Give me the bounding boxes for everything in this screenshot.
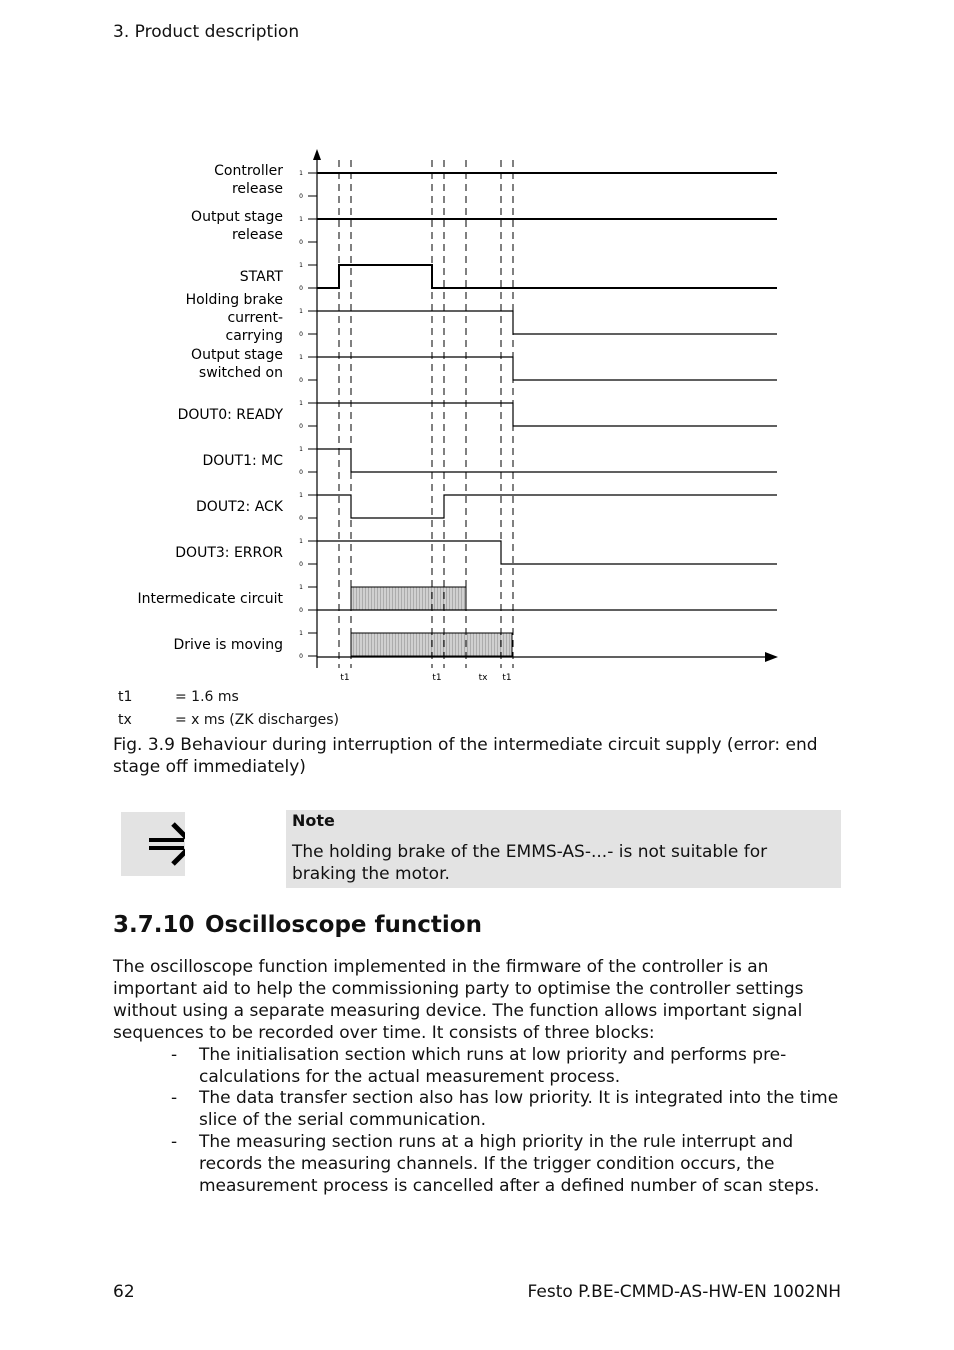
time-label: t1 xyxy=(432,673,442,683)
signal-label-line: current- xyxy=(227,310,283,326)
level-label: 1 xyxy=(299,492,303,499)
signal-label xyxy=(175,545,283,561)
signal-label xyxy=(191,347,283,381)
signal-label-line: Output stage xyxy=(191,209,283,225)
body-paragraph: The oscilloscope function implemented in the firmware of the controller is an important aid to help the commissioning party to optimise the controller settings without using a separate measuring device. The function allows important signal sequences to be recorded over time. It consists of three blocks: xyxy=(113,957,804,1043)
level-label: 1 xyxy=(299,400,303,407)
level-label: 1 xyxy=(299,170,303,177)
signal-label-line: carrying xyxy=(225,328,283,344)
level-label: 0 xyxy=(299,423,303,430)
signal-label-line: Drive is moving xyxy=(173,637,283,653)
level-label: 0 xyxy=(299,469,303,476)
arrow-right-icon xyxy=(121,812,185,876)
signal-label xyxy=(191,209,283,243)
page-header: 3. Product description xyxy=(113,22,300,42)
signal-label xyxy=(196,499,284,515)
signal-waveform xyxy=(317,449,777,472)
signal-label xyxy=(138,591,284,607)
signal-waveform xyxy=(317,403,777,426)
signal-label-line: START xyxy=(239,269,283,285)
timing-diagram xyxy=(110,140,790,700)
signal-waveform xyxy=(317,541,777,564)
list-item-text: The measuring section runs at a high priority in the rule interrupt and records the measuring channels. If the trigger condition occurs, the measurement process is cancelled after a defined number of scan steps. xyxy=(199,1132,820,1196)
list-item-text: The initialisation section which runs at low priority and performs pre-calculations for the actual measurement process. xyxy=(199,1045,787,1087)
level-label: 1 xyxy=(299,446,303,453)
signal-label xyxy=(214,163,283,197)
bullet-dash: - xyxy=(171,1088,178,1108)
bullet-dash: - xyxy=(171,1045,178,1065)
level-label: 1 xyxy=(299,630,303,637)
signal-label xyxy=(178,407,284,423)
signal-label-line: switched on xyxy=(198,365,283,381)
level-label: 1 xyxy=(299,538,303,545)
time-label: t1 xyxy=(340,673,350,683)
signal-label-line: Holding brake xyxy=(185,292,283,308)
signal-label-line: Output stage xyxy=(191,347,283,363)
signal-label-line: DOUT0: READY xyxy=(177,407,283,423)
figure-caption: Fig. 3.9 Behaviour during interruption of the intermediate circuit supply (error: end stage off immediately) xyxy=(113,735,818,777)
level-label: 1 xyxy=(299,216,303,223)
bullet-dash: - xyxy=(171,1132,178,1152)
level-label: 0 xyxy=(299,653,303,660)
note-text: The holding brake of the EMMS-AS-...- is not suitable for braking the motor. xyxy=(292,842,768,884)
time-label: tx xyxy=(478,673,488,683)
level-label: 0 xyxy=(299,607,303,614)
intermediate-circuit-active-area xyxy=(351,587,466,610)
signal-waveform xyxy=(317,265,777,288)
level-label: 0 xyxy=(299,285,303,292)
note-box xyxy=(286,810,841,888)
signal-waveform xyxy=(317,311,777,334)
section-title: Oscilloscope function xyxy=(205,912,482,938)
level-label: 0 xyxy=(299,239,303,246)
diagram-y-axis-arrow xyxy=(313,149,321,160)
signal-label-line: Intermedicate circuit xyxy=(137,591,283,607)
signal-label-line: Controller xyxy=(214,163,283,179)
section-number: 3.7.10 xyxy=(113,912,195,938)
page-number: 62 xyxy=(113,1282,135,1302)
time-label: t1 xyxy=(502,673,512,683)
signal-label-line: DOUT2: ACK xyxy=(196,499,283,515)
signal-waveform xyxy=(317,357,777,380)
level-label: 0 xyxy=(299,561,303,568)
level-label: 1 xyxy=(299,308,303,315)
level-label: 0 xyxy=(299,377,303,384)
signal-label xyxy=(186,292,283,344)
diagram-time-axis-arrow xyxy=(765,652,778,662)
level-label: 1 xyxy=(299,354,303,361)
definition-term: t1 xyxy=(118,689,133,705)
signal-label-line: release xyxy=(231,181,283,197)
note-icon-box xyxy=(121,812,185,876)
signal-label-line: DOUT3: ERROR xyxy=(175,545,283,561)
signal-label xyxy=(240,269,284,285)
signal-label-line: DOUT1: MC xyxy=(202,453,283,469)
signal-label xyxy=(173,637,283,653)
level-label: 1 xyxy=(299,262,303,269)
note-title: Note xyxy=(292,811,335,830)
level-label: 0 xyxy=(299,193,303,200)
signal-label xyxy=(202,453,283,469)
signal-label-line: release xyxy=(231,227,283,243)
document-id: Festo P.BE-CMMD-AS-HW-EN 1002NH xyxy=(527,1282,841,1302)
list-item-text: The data transfer section also has low priority. It is integrated into the time slice of the serial communication. xyxy=(199,1088,839,1130)
level-label: 0 xyxy=(299,515,303,522)
definition-value: = 1.6 ms xyxy=(175,689,239,705)
section-heading xyxy=(113,912,482,938)
signal-waveform xyxy=(317,495,777,518)
level-label: 0 xyxy=(299,331,303,338)
definition-term: tx xyxy=(118,712,132,728)
level-label: 1 xyxy=(299,584,303,591)
definition-value: = x ms (ZK discharges) xyxy=(175,712,339,728)
